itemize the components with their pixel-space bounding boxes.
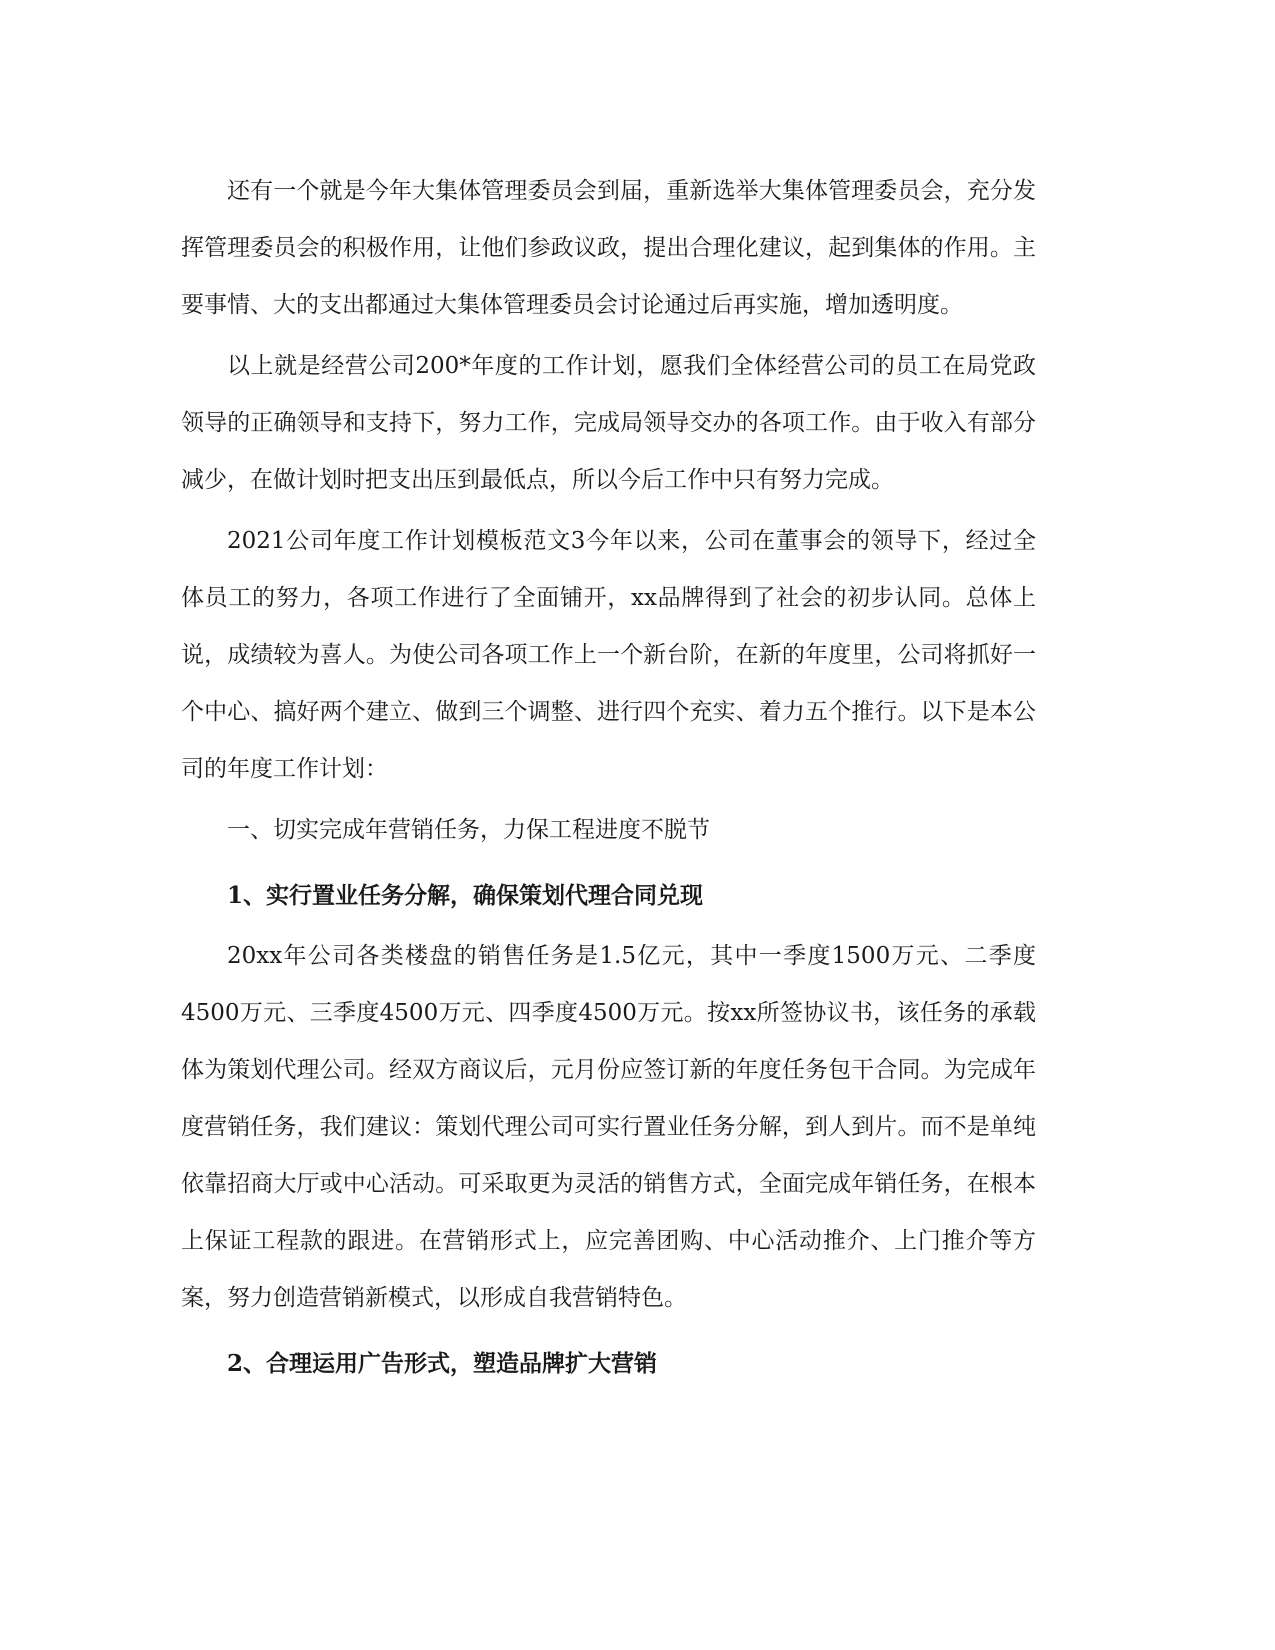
paragraph-sales-target: 20xx年公司各类楼盘的销售任务是1.5亿元，其中一季度1500万元、二季度4500万元、三季度4500万元、四季度4500万元。按xx所签协议书，该任务的承载体为策划代理公司。经双方商议后，元月份应签订新的年度任务包干合同。为完成年度营销任务，我们建议：策划代理公司可实行置业任务分解，到人到片。而不是单纯依靠招商大厅或中心活动。可采取更为灵活的销售方式，全面完成年销任务，在根本上保证工程款的跟进。在营销形式上，应完善团购、中心活动推介、上门推介等方案，努力创造营销新模式，以形成自我营销特色。 bbox=[181, 943, 1036, 1311]
paragraph-2021-plan-intro: 2021公司年度工作计划模板范文3今年以来，公司在董事会的领导下，经过全体员工的努力，各项工作进行了全面铺开，xx品牌得到了社会的初步认同。总体上说，成绩较为喜人。为使公司各项工作上一个新台阶，在新的年度里，公司将抓好一个中心、搞好两个建立、做到三个调整、进行四个充实、着力五个推行。以下是本公司的年度工作计划： bbox=[181, 528, 1036, 782]
subheading-advertising: 2、合理运用广告形式，塑造品牌扩大营销 bbox=[227, 1350, 658, 1377]
paragraph-committee-election: 还有一个就是今年大集体管理委员会到届，重新选举大集体管理委员会，充分发挥管理委员会的积极作用，让他们参政议政，提出合理化建议，起到集体的作用。主要事情、大的支出都通过大集体管理委员会讨论通过后再实施，增加透明度。 bbox=[181, 178, 1036, 318]
section-heading-sales-task: 一、切实完成年营销任务，力保工程进度不脱节 bbox=[227, 817, 710, 843]
subheading-task-decomposition: 1、实行置业任务分解，确保策划代理合同兑现 bbox=[227, 882, 704, 909]
document-body bbox=[181, 163, 1036, 1392]
paragraph-annual-plan-summary: 以上就是经营公司200*年度的工作计划，愿我们全体经营公司的员工在局党政领导的正确领导和支持下，努力工作，完成局领导交办的各项工作。由于收入有部分减少，在做计划时把支出压到最低点，所以今后工作中只有努力完成。 bbox=[181, 353, 1036, 493]
